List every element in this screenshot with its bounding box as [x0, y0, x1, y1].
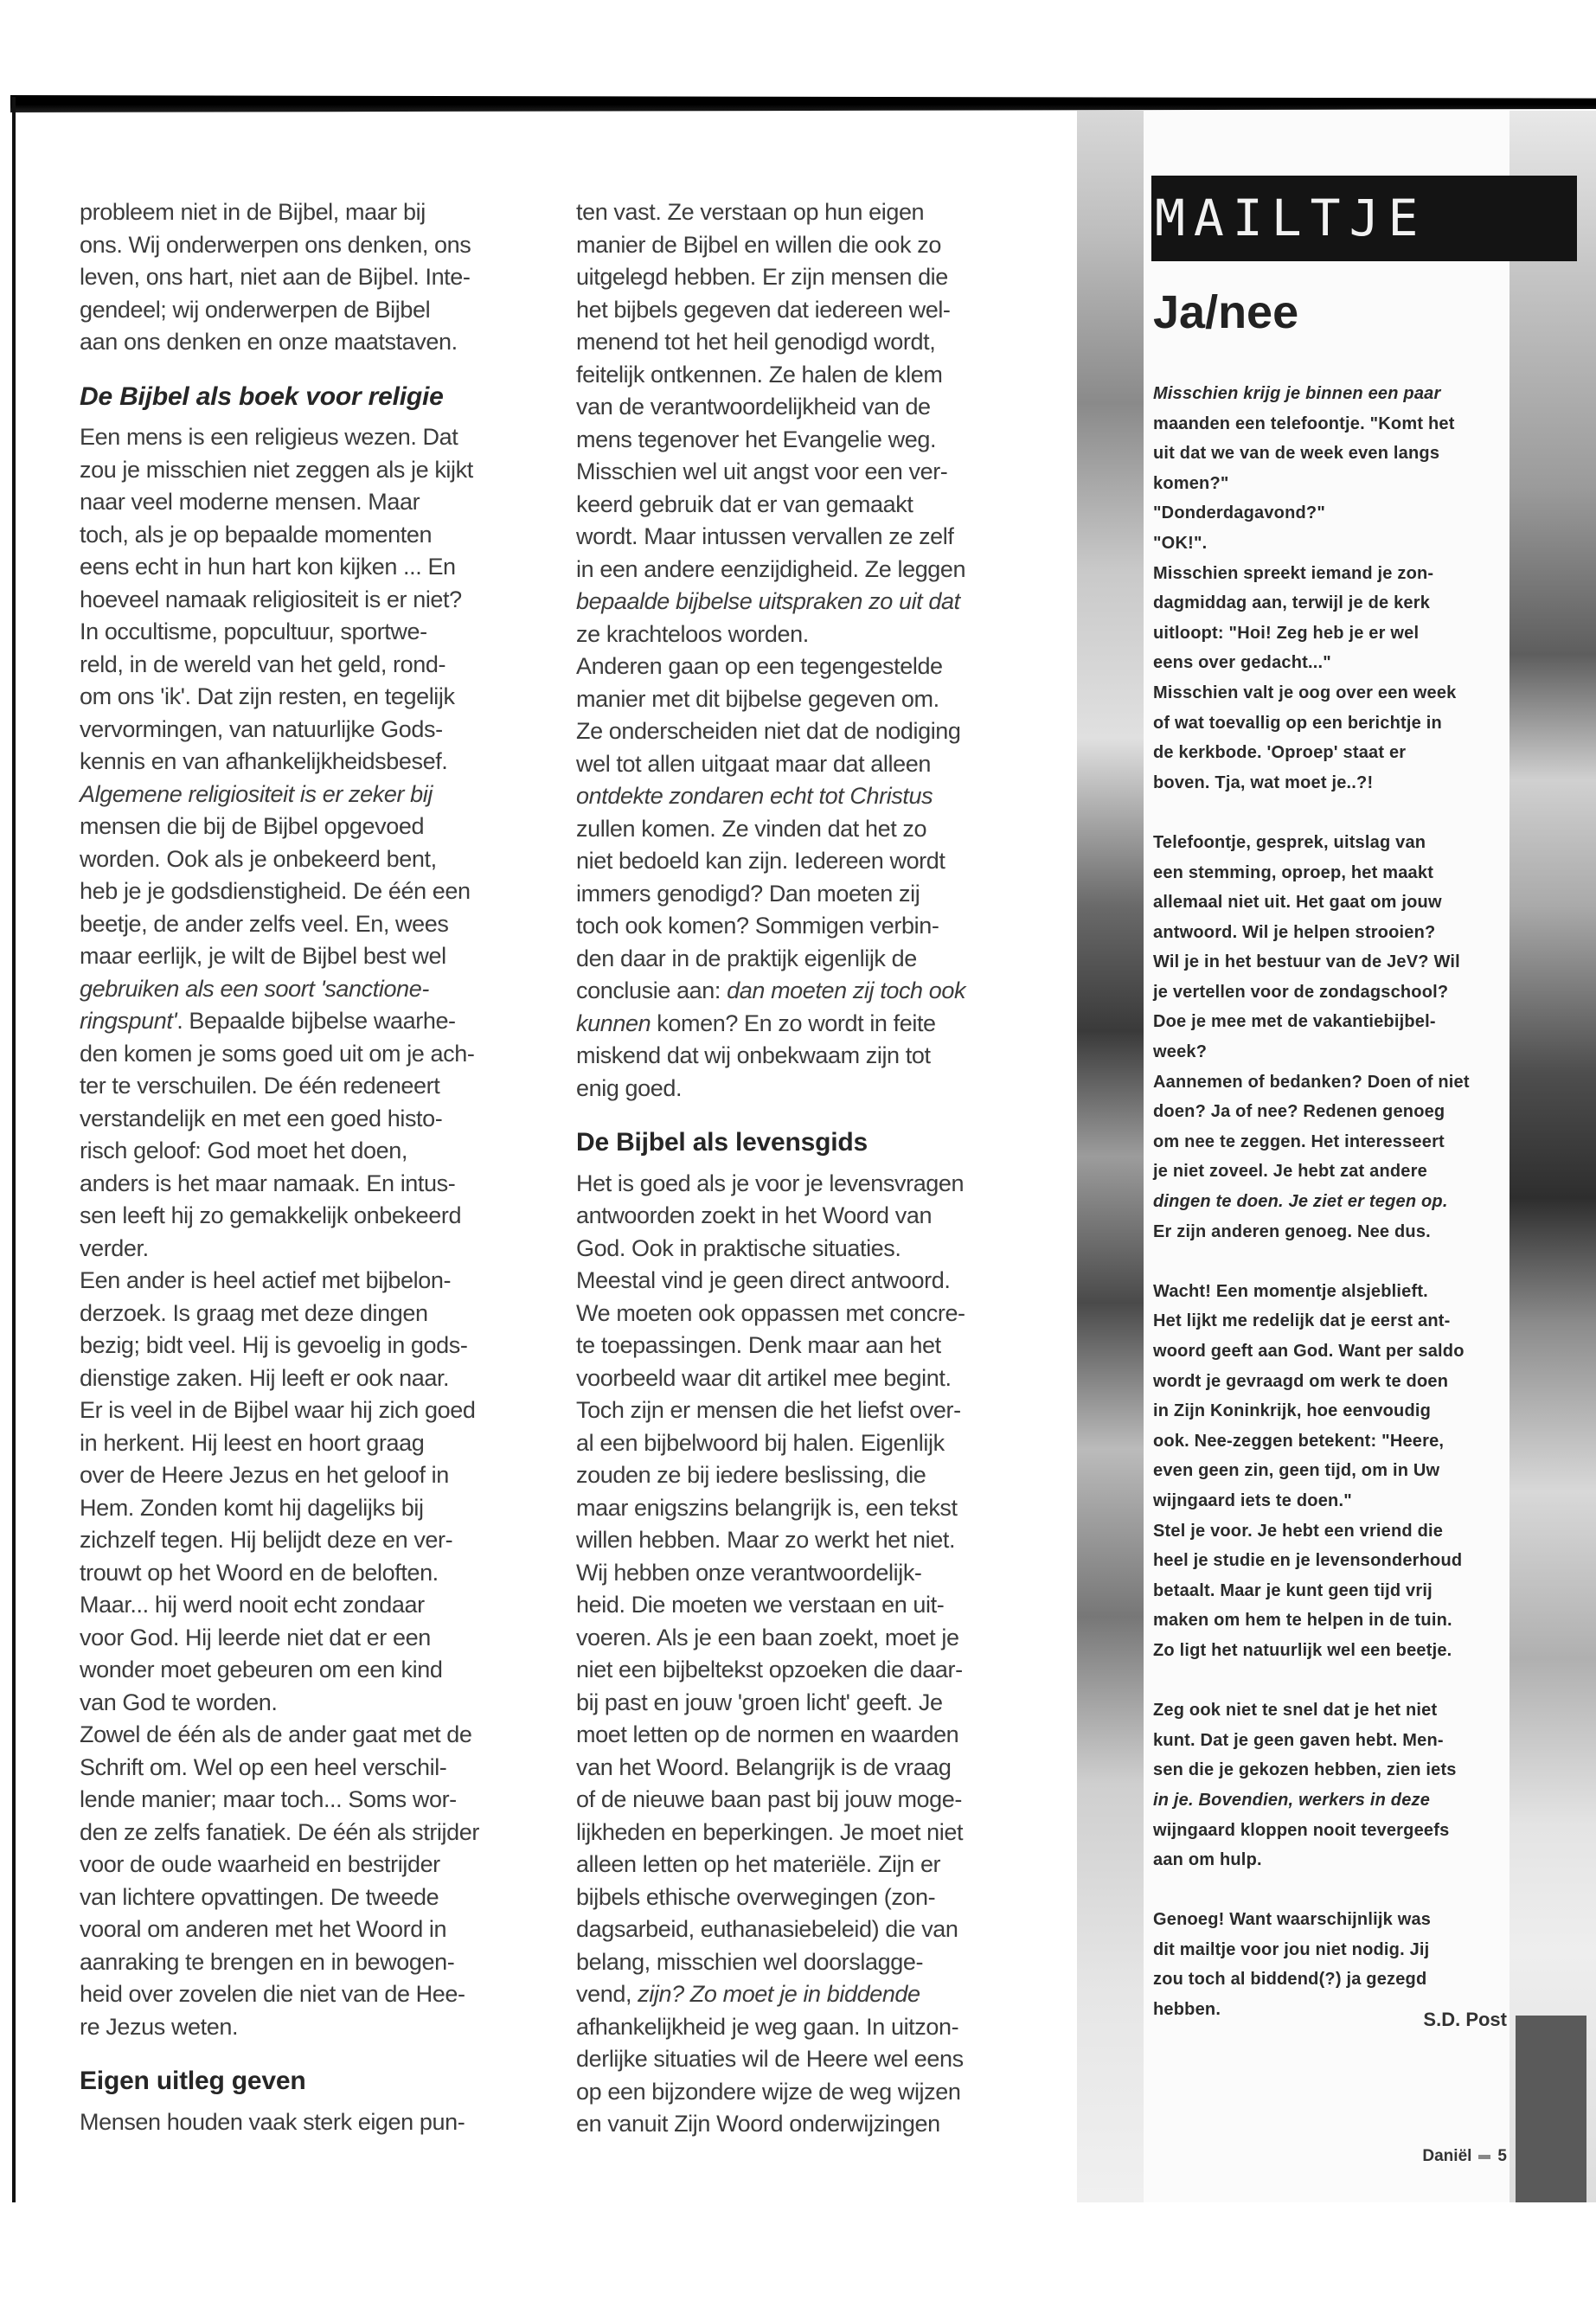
- sidebar-paragraph: [1153, 379, 1516, 798]
- text-line: Hem. Zonden komt hij dagelijks bij: [80, 1494, 424, 1521]
- text-line: dagsarbeid, euthanasiebeleid) die van: [576, 1916, 958, 1942]
- text-line: Toch zijn er mensen die het liefst over-: [576, 1397, 961, 1423]
- text-line: menend tot het heil genodigd wordt,: [576, 329, 936, 355]
- text-line: antwoord. Wil je helpen strooien?: [1153, 922, 1436, 942]
- text-line: je vertellen voor de zondagschool?: [1153, 982, 1449, 1002]
- text-line: Wacht! Een momentje alsjeblieft.: [1153, 1281, 1428, 1301]
- text-line: immers genodigd? Dan moeten zij: [576, 880, 920, 907]
- text-line: re Jezus weten.: [80, 2013, 239, 2040]
- text-line: reld, in de wereld van het geld, rond-: [80, 651, 446, 677]
- text-line: van de verantwoordelijkheid van de: [576, 394, 931, 420]
- text-segment: dan moeten zij toch ook: [727, 977, 966, 1003]
- text-line: leven, ons hart, niet aan de Bijbel. Inte-: [80, 264, 471, 290]
- text-line: trouwt op het Woord en de beloften.: [80, 1559, 439, 1586]
- text-line: Meestal vind je geen direct antwoord.: [576, 1267, 951, 1293]
- text-line: [80, 1005, 547, 1038]
- text-line: ter te verschuilen. De één redeneert: [80, 1073, 440, 1099]
- text-line: maar enigszins belangrijk is, een tekst: [576, 1494, 958, 1521]
- text-line: ten vast. Ze verstaan op hun eigen: [576, 199, 925, 225]
- text-line: maanden een telefoontje. "Komt het: [1153, 413, 1455, 433]
- text-line: Ze onderscheiden niet dat de nodiging: [576, 718, 961, 744]
- text-line: verder.: [80, 1234, 149, 1261]
- text-line: boven. Tja, wat moet je..?!: [1153, 772, 1374, 792]
- text-line: komen?": [1153, 473, 1229, 493]
- text-line: woord geeft aan God. Want per saldo: [1153, 1342, 1465, 1361]
- page-number: 5: [1497, 2147, 1507, 2165]
- text-line: Een mens is een religieus wezen. Dat: [80, 424, 458, 450]
- text-line: voor de oude waarheid en bestrijder: [80, 1851, 440, 1877]
- text-line: bijbels ethische overwegingen (zon-: [576, 1883, 936, 1910]
- text-segment: in je. Bovendien, werkers in deze: [1153, 1790, 1431, 1810]
- text-line: maken om hem te helpen in de tuin.: [1153, 1611, 1452, 1631]
- text-line: Misschien wel uit angst voor een ver-: [576, 458, 948, 484]
- text-line: of de nieuwe baan past bij jouw moge-: [576, 1786, 962, 1812]
- sidebar-body: [1153, 379, 1516, 2054]
- text-line: de kerkbode. 'Oproep' staat er: [1153, 743, 1407, 763]
- page-footer: [1422, 2147, 1507, 2166]
- text-line: enig goed.: [576, 1074, 683, 1101]
- text-line: op een bijzondere wijze de weg wijzen: [576, 2078, 961, 2105]
- text-line: aan om hulp.: [1153, 1850, 1262, 1870]
- text-line: Maar... hij werd nooit echt zondaar: [80, 1592, 425, 1618]
- section-heading: Eigen uitleg geven: [80, 2067, 306, 2095]
- text-line: het bijbels gegeven dat iedereen wel-: [576, 296, 951, 323]
- section-heading: De Bijbel als boek voor religie: [80, 381, 444, 411]
- article-column-2: [576, 196, 1043, 2141]
- text-line: uitgelegd hebben. Er zijn mensen die: [576, 264, 948, 290]
- footer-separator: [1478, 2155, 1490, 2159]
- text-line: vooral om anderen met het Woord in: [80, 1916, 447, 1942]
- sidebar-paragraph: [1153, 828, 1516, 1247]
- text-line: dit mailtje voor jou niet nodig. Jij: [1153, 1939, 1430, 1959]
- text-line: Stel je voor. Je hebt een vriend die: [1153, 1521, 1444, 1541]
- text-line: [1153, 1187, 1516, 1217]
- text-line: Wil je in het bestuur van de JeV? Wil: [1153, 952, 1460, 972]
- text-line: probleem niet in de Bijbel, maar bij: [80, 199, 426, 225]
- text-line: lende manier; maar toch... Soms wor-: [80, 1786, 457, 1812]
- text-line: een stemming, oproep, het maakt: [1153, 862, 1434, 882]
- text-line: toch ook komen? Sommigen verbin-: [576, 913, 939, 939]
- left-page-edge: [12, 97, 16, 2202]
- text-line: voeren. Als je een baan zoekt, moet je: [576, 1624, 959, 1650]
- text-line: Er is veel in de Bijbel waar hij zich goed: [80, 1397, 476, 1423]
- text-line: heid over zovelen die niet van de Hee-: [80, 1981, 465, 2007]
- text-line: manier met dit bijbelse gegeven om.: [576, 685, 939, 712]
- text-line: niet bedoeld kan zijn. Iedereen wordt: [576, 848, 945, 874]
- text-segment: gebruiken als een soort 'sanctione-: [80, 975, 429, 1002]
- text-line: worden. Ook als je onbekeerd bent,: [80, 845, 437, 872]
- text-segment: dingen te doen. Je ziet er tegen op.: [1153, 1192, 1448, 1212]
- sidebar-paragraph: [1153, 1277, 1516, 1666]
- text-line: ze krachteloos worden.: [576, 620, 809, 647]
- text-line: vervormingen, van natuurlijke Gods-: [80, 715, 443, 742]
- text-line: maar eerlijk, je wilt de Bijbel best wel: [80, 943, 446, 969]
- text-line: kennis en van afhankelijkheidsbesef.: [80, 748, 448, 774]
- text-line: eens echt in hun hart kon kijken ... En: [80, 554, 456, 580]
- text-line: Zowel de één als de ander gaat met de: [80, 1721, 472, 1747]
- text-line: in Zijn Koninkrijk, hoe eenvoudig: [1153, 1401, 1432, 1421]
- text-line: mensen die bij de Bijbel opgevoed: [80, 813, 425, 839]
- text-line: belang, misschien wel doorslagge-: [576, 1948, 924, 1975]
- text-line: feitelijk ontkennen. Ze halen de klem: [576, 361, 943, 388]
- text-line: Anderen gaan op een tegengestelde: [576, 653, 943, 679]
- text-line: [1153, 379, 1516, 409]
- text-line: God. Ook in praktische situaties.: [576, 1234, 901, 1261]
- text-line: Het lijkt me redelijk dat je eerst ant-: [1153, 1311, 1451, 1331]
- text-line: lijkheden en beperkingen. Je moet niet: [576, 1818, 964, 1845]
- text-line: doen? Ja of nee? Redenen genoeg: [1153, 1102, 1445, 1122]
- text-line: betaalt. Maar je kunt geen tijd vrij: [1153, 1580, 1433, 1600]
- text-line: van God te worden.: [80, 1689, 278, 1715]
- text-line: voorbeeld waar dit artikel mee begint.: [576, 1364, 952, 1391]
- text-line: te toepassingen. Denk maar aan het: [576, 1332, 941, 1358]
- text-line: in een andere eenzijdigheid. Ze leggen: [576, 555, 966, 582]
- text-line: al een bijbelwoord bij halen. Eigenlijk: [576, 1429, 945, 1456]
- text-line: Telefoontje, gesprek, uitslag van: [1153, 832, 1426, 852]
- text-line: [576, 975, 1043, 1008]
- text-line: afhankelijkheid je weg gaan. In uitzon-: [576, 2013, 959, 2040]
- text-line: heid. Die moeten we verstaan en uit-: [576, 1592, 945, 1618]
- text-line: eens over gedacht...": [1153, 653, 1331, 673]
- photo-strip-right: [1509, 111, 1596, 2202]
- text-line: wonder moet gebeuren om een kind: [80, 1657, 443, 1682]
- text-line: Doe je mee met de vakantiebijbel-: [1153, 1012, 1436, 1032]
- sidebar-paragraph: [1153, 1695, 1516, 1875]
- text-line: beetje, de ander zelfs veel. En, wees: [80, 910, 449, 937]
- text-segment: Algemene religiositeit is er zeker bij: [80, 780, 433, 807]
- text-line: Een ander is heel actief met bijbelon-: [80, 1267, 452, 1293]
- text-line: [80, 973, 547, 1006]
- sidebar-paragraph: [1153, 1905, 1516, 2024]
- text-line: heb je je godsdienstigheid. De één een: [80, 878, 471, 904]
- text-line: Zeg ook niet te snel dat je het niet: [1153, 1701, 1438, 1721]
- sidebar-title: Ja/nee: [1153, 286, 1299, 338]
- text-line: wijngaard iets te doen.": [1153, 1490, 1352, 1510]
- text-line: toch, als je op bepaalde momenten: [80, 521, 433, 548]
- text-line: zullen komen. Ze vinden dat het zo: [576, 815, 927, 842]
- text-line: Wij hebben onze verantwoordelijk-: [576, 1559, 922, 1586]
- text-line: van het Woord. Belangrijk is de vraag: [576, 1753, 952, 1780]
- author-signature: S.D. Post: [1423, 2009, 1507, 2030]
- text-line: je niet zoveel. Je hebt zat andere: [1153, 1162, 1427, 1182]
- text-line: keerd gebruik dat er van gemaakt: [576, 490, 913, 517]
- text-line: antwoorden zoekt in het Woord van: [576, 1202, 933, 1228]
- text-line: Zo ligt het natuurlijk wel een beetje.: [1153, 1640, 1452, 1660]
- text-line: bezig; bidt veel. Hij is gevoelig in gods-: [80, 1332, 468, 1358]
- text-segment: . Bepaalde bijbelse waarhe-: [176, 1008, 456, 1034]
- photo-dark-bar: [1516, 2016, 1586, 2202]
- text-line: hebben.: [1153, 2000, 1221, 2020]
- text-line: Genoeg! Want waarschijnlijk was: [1153, 1910, 1432, 1930]
- text-line: even geen zin, geen tijd, om in Uw: [1153, 1461, 1440, 1481]
- text-line: gendeel; wij onderwerpen de Bijbel: [80, 296, 431, 323]
- section-label: MAILTJE: [1151, 176, 1577, 261]
- text-line: zou toch al biddend(?) ja gezegd: [1153, 1970, 1427, 1990]
- text-line: Er zijn anderen genoeg. Nee dus.: [1153, 1221, 1431, 1241]
- text-line: alleen letten op het materiële. Zijn er: [576, 1851, 941, 1877]
- text-line: wel tot allen uitgaat maar dat alleen: [576, 750, 931, 777]
- text-line: dagmiddag aan, terwijl je de kerk: [1153, 593, 1431, 613]
- text-line: ook. Nee-zeggen betekent: "Heere,: [1153, 1431, 1445, 1451]
- text-line: willen hebben. Maar zo werkt het niet.: [576, 1527, 956, 1553]
- text-segment: vend,: [576, 1981, 638, 2007]
- text-line: [576, 1978, 1043, 2011]
- text-segment: ringspunt': [80, 1008, 177, 1034]
- text-line: zouden ze bij iedere beslissing, die: [576, 1462, 926, 1488]
- text-segment: komen? En zo wordt in feite: [651, 1009, 936, 1036]
- text-line: moet letten op de normen en waarden: [576, 1721, 959, 1747]
- text-line: miskend dat wij onbekwaam zijn tot: [576, 1042, 931, 1068]
- text-line: bij past en jouw 'groen licht' geeft. Je: [576, 1689, 943, 1715]
- text-line: Misschien spreekt iemand je zon-: [1153, 563, 1434, 583]
- text-line: Het is goed als je voor je levensvragen: [576, 1170, 965, 1196]
- text-line: van lichtere opvattingen. De tweede: [80, 1883, 439, 1910]
- text-line: en vanuit Zijn Woord onderwijzingen: [576, 2111, 940, 2137]
- text-segment: kunnen: [576, 1009, 651, 1036]
- text-line: [576, 586, 1043, 619]
- text-line: We moeten ook oppassen met concre-: [576, 1299, 965, 1326]
- text-line: zichzelf tegen. Hij belijdt deze en ver-: [80, 1527, 453, 1553]
- text-line: zou je misschien niet zeggen als je kijkt: [80, 456, 473, 483]
- text-segment: zijn? Zo moet je in biddende: [638, 1981, 920, 2007]
- text-line: om nee te zeggen. Het interesseert: [1153, 1131, 1445, 1151]
- text-line: den daar in de praktijk eigenlijk de: [576, 945, 917, 971]
- text-line: manier de Bijbel en willen die ook zo: [576, 231, 941, 258]
- text-line: allemaal niet uit. Het gaat om jouw: [1153, 893, 1442, 913]
- text-line: wijngaard kloppen nooit tevergeefs: [1153, 1820, 1450, 1840]
- text-line: anders is het maar namaak. En intus-: [80, 1170, 456, 1196]
- text-line: den ze zelfs fanatiek. De één als strijder: [80, 1818, 479, 1845]
- text-line: [1153, 1785, 1516, 1816]
- text-line: in herkent. Hij leest en hoort graag: [80, 1429, 425, 1456]
- magazine-name: Daniël: [1422, 2147, 1472, 2165]
- text-line: Aannemen of bedanken? Doen of niet: [1153, 1072, 1470, 1092]
- text-line: "OK!".: [1153, 533, 1208, 553]
- text-line: risch geloof: God moet het doen,: [80, 1138, 407, 1163]
- text-segment: ontdekte zondaren echt tot Christus: [576, 783, 933, 809]
- text-line: aan ons denken en onze maatstaven.: [80, 329, 458, 355]
- text-line: om ons 'ik'. Dat zijn resten, en tegelijk: [80, 683, 455, 709]
- text-line: Schrift om. Wel op een heel verschil-: [80, 1753, 447, 1780]
- text-line: aanraking te brengen en in bewogen-: [80, 1948, 455, 1975]
- text-line: Misschien valt je oog over een week: [1153, 683, 1457, 702]
- text-line: den komen je soms goed uit om je ach-: [80, 1040, 475, 1067]
- text-line: uitloopt: "Hoi! Zeg heb je er wel: [1153, 623, 1420, 643]
- text-line: [80, 779, 547, 811]
- text-segment: Misschien krijg je binnen een paar: [1153, 384, 1441, 403]
- text-line: derlijke situaties wil de Heere wel eens: [576, 2046, 964, 2072]
- text-line: Mensen houden vaak sterk eigen pun-: [80, 2108, 465, 2135]
- section-heading: De Bijbel als levensgids: [576, 1128, 869, 1157]
- text-line: voor God. Hij leerde niet dat er een: [80, 1624, 431, 1650]
- photo-strip-left: [1077, 111, 1144, 2202]
- text-line: week?: [1153, 1042, 1208, 1062]
- text-line: sen leeft hij zo gemakkelijk onbekeerd: [80, 1202, 462, 1228]
- text-line: verstandelijk en met een goed histo-: [80, 1105, 443, 1131]
- text-line: [576, 780, 1043, 813]
- text-line: sen die je gekozen hebben, zien iets: [1153, 1760, 1457, 1780]
- text-line: heel je studie en je levensonderhoud: [1153, 1551, 1463, 1571]
- text-line: uit dat we van de week even langs: [1153, 444, 1440, 464]
- text-line: [576, 1008, 1043, 1041]
- text-line: over de Heere Jezus en het geloof in: [80, 1462, 449, 1488]
- text-line: ons. Wij onderwerpen ons denken, ons: [80, 231, 471, 258]
- text-line: of wat toevallig op een berichtje in: [1153, 713, 1442, 733]
- text-segment: bepaalde bijbelse uitspraken zo uit dat: [576, 588, 960, 614]
- text-line: hoeveel namaak religiositeit is er niet?: [80, 586, 462, 612]
- text-line: wordt. Maar intussen vervallen ze zelf: [576, 523, 954, 549]
- top-rule: [10, 95, 1596, 112]
- text-line: naar veel moderne mensen. Maar: [80, 489, 420, 515]
- text-line: wordt je gevraagd om werk te doen: [1153, 1371, 1449, 1391]
- text-line: In occultisme, popcultuur, sportwe-: [80, 619, 427, 644]
- text-segment: conclusie aan:: [576, 977, 727, 1003]
- article-column-1: [80, 196, 547, 2138]
- text-line: niet een bijbeltekst opzoeken die daar-: [576, 1657, 963, 1682]
- text-line: mens tegenover het Evangelie weg.: [576, 426, 937, 452]
- text-line: kunt. Dat je geen gaven hebt. Men-: [1153, 1730, 1444, 1750]
- text-line: "Donderdagavond?": [1153, 503, 1326, 523]
- text-line: derzoek. Is graag met deze dingen: [80, 1299, 428, 1326]
- text-line: dienstige zaken. Hij leeft er ook naar.: [80, 1364, 450, 1391]
